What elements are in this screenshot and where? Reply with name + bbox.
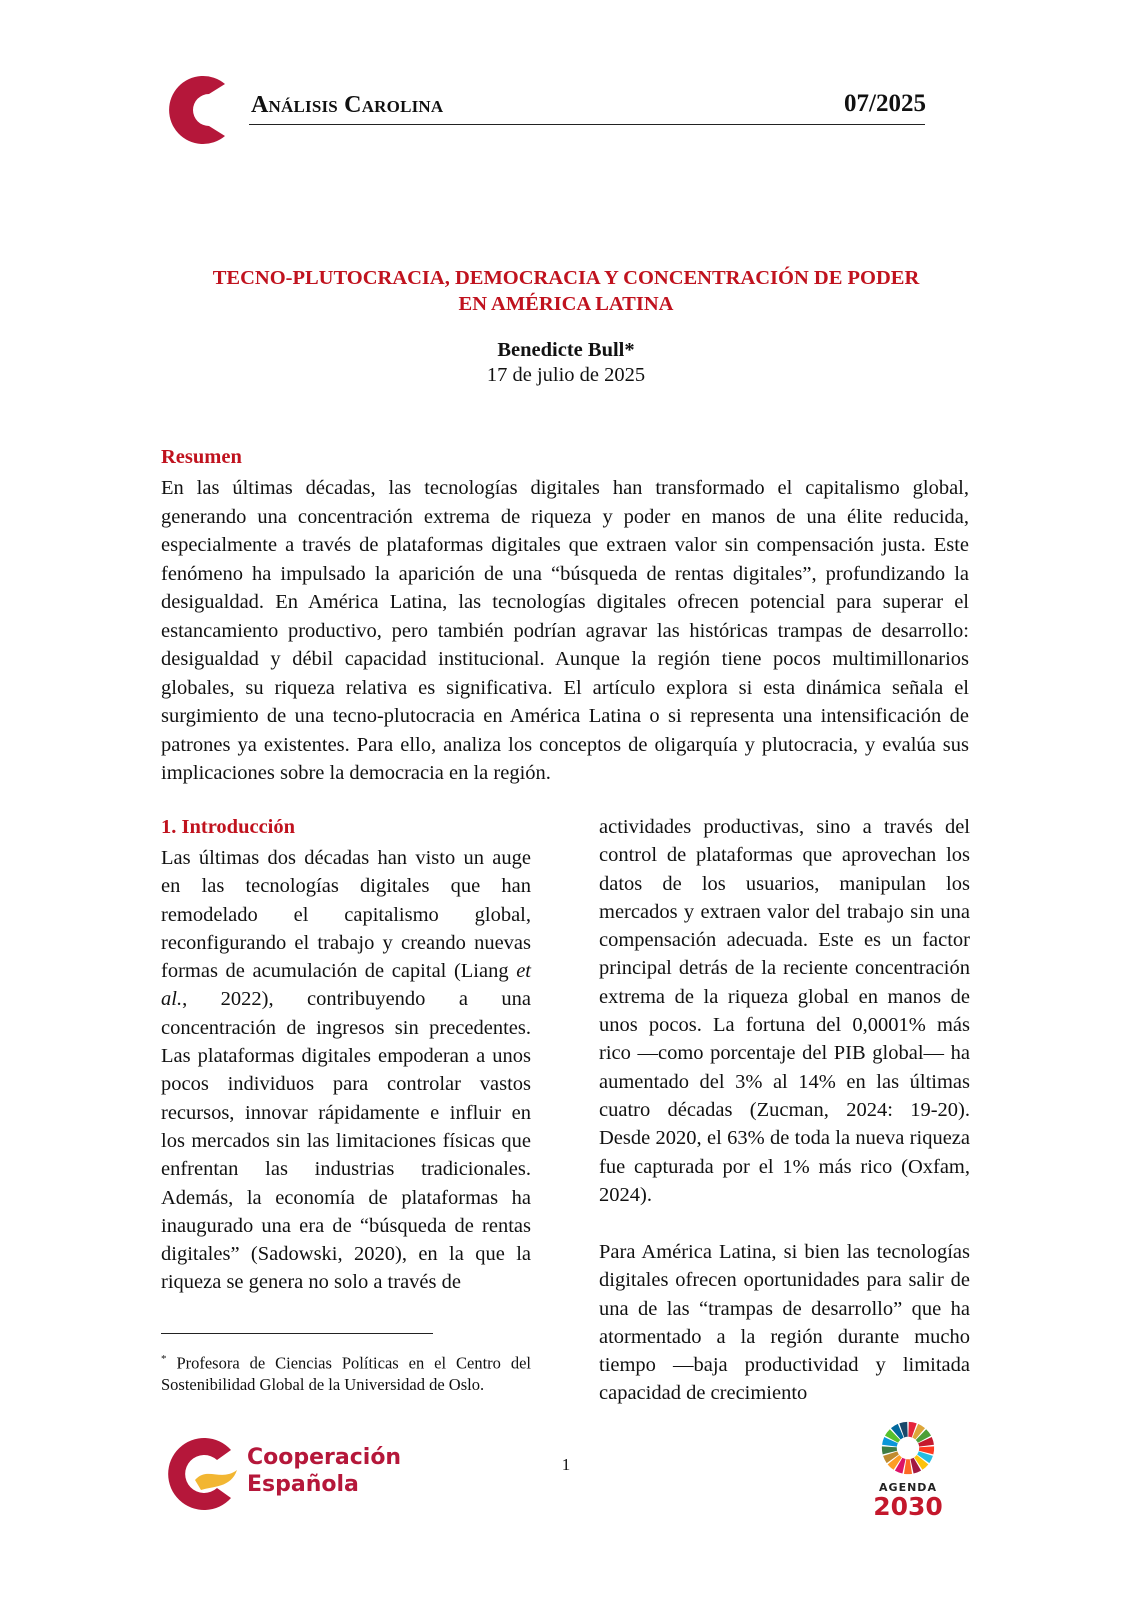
sdg-wheel-segment [904, 1459, 912, 1474]
article-title [150, 265, 982, 317]
footnote-marker: * [161, 1353, 167, 1365]
intro-left-column [161, 844, 531, 1297]
coop-line-2: Española [247, 1472, 359, 1497]
intro-heading: 1. Introducción [161, 816, 296, 838]
resumen-text: En las últimas décadas, las tecnologías digitales han transformado el capitalismo global, generando una concentración extrema de riqueza y poder en manos de una élite reducida, especialmente a través de plataformas digitales que extraen valor sin compensación justa. Este fenómeno ha impulsado la aparición de una “búsqueda de rentas digitales”, profundizando la desigualdad. En América Latina, las tecnologías digitales ofrecen potencial para superar el estancamiento productivo, pero también podrían agravar las históricas trampas de desarrollo: desigualdad y débil capacidad institucional. Aunque la región tiene pocos multimillonarios globales, su riqueza relativa es significativa. El artículo explora si esta dinámica señala el surgimiento de una tecno-plutocracia en América Latina o si representa una intensificación de patrones ya existentes. Para ello, analiza los conceptos de oligarquía y plutocracia, y evalúa sus implicaciones sobre la democracia en la región. [161, 477, 969, 784]
footnote-divider [161, 1333, 433, 1334]
intro-left-text-a: Las últimas dos décadas han visto un auge en las tecnologías digitales que han remodelado el capitalismo global, reconfigurando el trabajo y creando nuevas formas de acumulación de capital (Liang [161, 847, 531, 983]
series-title: Análisis Carolina [251, 92, 444, 118]
agenda-year: 2030 [873, 1492, 943, 1521]
agenda-label: AGENDA [879, 1481, 937, 1494]
carolina-logo-icon [163, 68, 233, 152]
sdg-wheel-icon [880, 1420, 936, 1476]
resumen-heading: Resumen [161, 446, 242, 468]
intro-left-text-b: , 2022), contribuyendo a una concentración de ingresos sin precedentes. Las plataformas digitales empoderan a unos pocos individuos para controlar vastos recursos, innovar rápidamente e influir en los mercados sin las limitaciones físicas que enfrentan las industrias tradicionales. Además, la economía de plataformas ha inaugurado una era de “búsqueda de rentas digitales” (Sadowski, 2020), en la que la riqueza se genera no solo a través de [161, 988, 531, 1294]
article-title-line-1: TECNO-PLUTOCRACIA, DEMOCRACIA Y CONCENTRACIÓN DE PODER [212, 267, 920, 289]
article-date: 17 de julio de 2025 [486, 364, 646, 386]
intro-right-paragraph-2: Para América Latina, si bien las tecnologías digitales ofrecen oportunidades para salir de una de las “trampas de desarrollo” que ha atormentado a la región durante mucho tiempo —baja productividad y limitada capacidad de crecimiento [599, 1241, 970, 1405]
article-title-line-2: EN AMÉRICA LATINA [458, 293, 674, 315]
header-divider [249, 124, 925, 125]
footnote [161, 1349, 531, 1395]
cooperacion-espanola-logo-icon [165, 1436, 241, 1512]
intro-left-italic: et al. [161, 960, 531, 1011]
coop-line-1: Cooperación [247, 1445, 402, 1470]
article-author: Benedicte Bull* [497, 339, 635, 361]
page-number: 1 [561, 1455, 571, 1474]
cooperacion-espanola-wordmark [247, 1444, 401, 1498]
issue-number: 07/2025 [844, 90, 926, 117]
footnote-text: Profesora de Ciencias Políticas en el Centro del Sostenibilidad Global de la Universidad de Oslo. [161, 1353, 531, 1394]
intro-right-paragraph-1: actividades productivas, sino a través del control de plataformas que aprovechan los datos de los usuarios, manipulan los mercados y extraen valor del trabajo sin una compensación adecuada. Este es un factor principal detrás de la reciente concentración extrema de la riqueza global en manos de unos pocos. La fortuna del 0,0001% más rico —como porcentaje del PIB global— ha aumentado del 3% al 14% en las últimas cuatro décadas (Zucman, 2024: 19-20). Desde 2020, el 63% de toda la nueva riqueza fue capturada por el 1% más rico (Oxfam, 2024). [599, 816, 970, 1206]
